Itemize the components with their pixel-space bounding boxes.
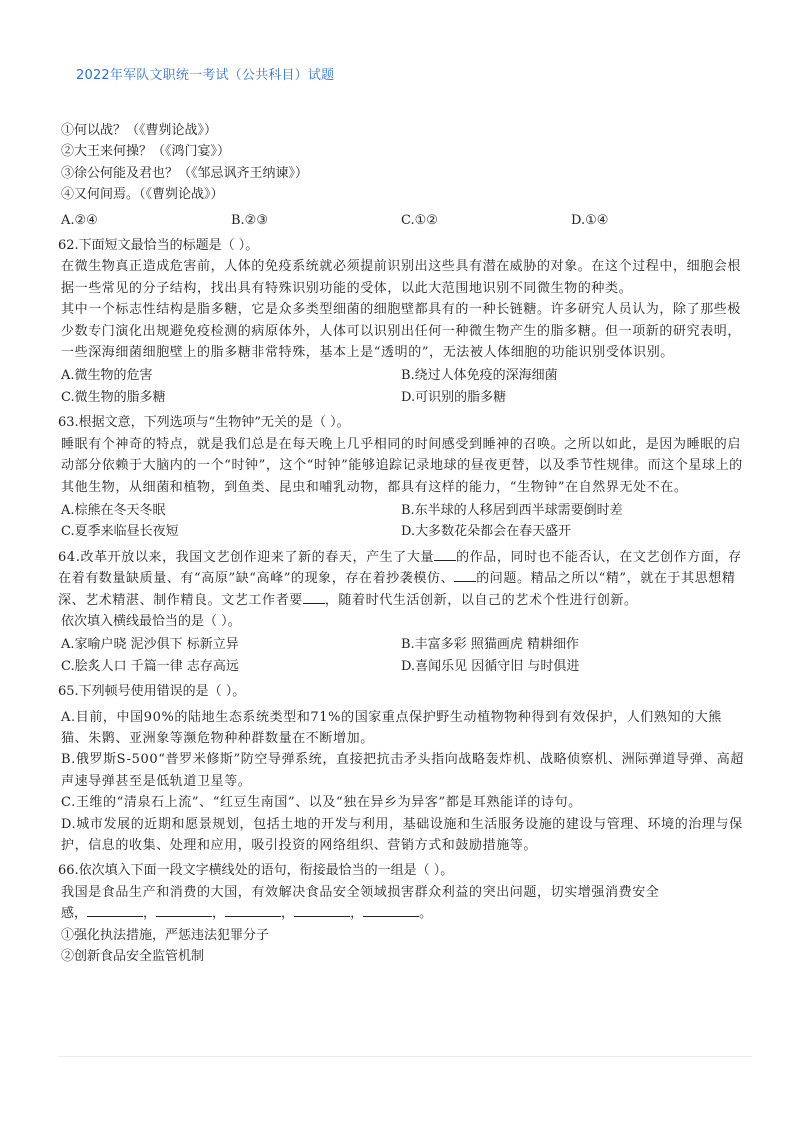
stem-part-4: ，随着时代生活创新，以自己的艺术个性进行创新。	[324, 592, 638, 608]
passage-paragraph-1: 我国是食品生产和消费的大国，有效解决食品安全领域损害群众利益的突出问题，切实增强消费安全	[61, 884, 660, 900]
option-d[interactable]: D.①④	[571, 212, 609, 228]
fill-blank-1	[87, 904, 143, 917]
options-grid	[58, 634, 748, 677]
choice-item-3: ③徐公何能及君也？（《邹忌讽齐王纳谏》）	[61, 165, 309, 181]
stem-part-3: 的问题。精品之所以“精”，就在于其思想精深、艺术精湛、制作精良。文艺工作者要	[58, 571, 736, 608]
option-b[interactable]: B.绕过人体免疫的深海细菌	[401, 368, 558, 384]
fill-line-start: 感，	[61, 906, 88, 922]
exam-content	[58, 120, 748, 967]
choice-item-2: ②创新食品安全监管机制	[61, 949, 205, 965]
option-a[interactable]: A.目前，中国90%的陆地生态系统类型和71%的国家重点保护野生动植物物种得到有效保护，人们熟知的大熊猫、朱鹮、亚洲象等濒危物种种群数量在不断增加。	[61, 709, 722, 746]
option-c[interactable]: C.夏季来临昼长夜短	[61, 524, 179, 540]
question-ask: 依次填入横线最恰当的是（ ）。	[61, 613, 241, 629]
option-a[interactable]: A.②④	[61, 212, 98, 228]
question-stem: 65.下列顿号使用错误的是（ ）。	[58, 684, 246, 700]
passage-paragraph-1: 睡眠有个神奇的特点，就是我们总是在每天晚上几乎相同的时间感受到睡神的召唤。之所以如此，是因为睡眠的启动部分依赖于大脑内的一个“时钟”，这个“时钟”能够追踪记录地球的昼夜更替，以及季节性规律。而这个星球上的其他生物，从细菌和植物，到鱼类、昆虫和哺乳动物，都具有这样的能力，“生物钟”在自然界无处不在。	[61, 436, 743, 495]
option-c[interactable]: C.微生物的脂多糖	[61, 389, 166, 405]
fill-blank-3	[303, 591, 325, 604]
choice-item-1: ①何以战？（《曹刿论战》）	[61, 123, 218, 138]
separator-2: ，	[212, 906, 226, 922]
choice-item-2: ②大王来何操？（《鸿门宴》）	[61, 144, 231, 160]
choice-item-4: ④又何间焉。（《曹刿论战》）	[61, 187, 224, 203]
fill-line	[58, 903, 748, 924]
option-c[interactable]: C.王维的“清泉石上流”、“红豆生南国”、以及“独在异乡为异客”都是耳熟能详的诗句。	[61, 795, 582, 811]
passage-paragraph-1: 在微生物真正造成危害前，人体的免疫系统就必须提前识别出这些具有潜在威胁的对象。在这个过程中，细胞会根据一些常见的分子结构，找出具有特殊识别功能的受体，以此大范围地识别不同微生物的种类。	[61, 259, 742, 296]
fill-blank-5	[363, 904, 419, 917]
option-a[interactable]: A.棕熊在冬天冬眠	[61, 502, 166, 518]
fill-blank-4	[294, 904, 350, 917]
options-row	[58, 210, 748, 231]
question-stem: 63.根据文意，下列选项与“生物钟”无关的是（ ）。	[58, 415, 350, 431]
option-c[interactable]: C.①②	[401, 212, 438, 228]
fill-blank-3	[225, 904, 281, 917]
question-62	[58, 235, 748, 408]
stem-part-1: 64.改革开放以来，我国文艺创作迎来了新的春天，产生了大量	[58, 549, 435, 565]
separator-1: ，	[143, 906, 157, 922]
question-64	[58, 547, 748, 677]
option-b[interactable]: B.东半球的人移居到西半球需要倒时差	[401, 502, 623, 518]
question-stem: 62.下面短文最恰当的标题是（ ）。	[58, 238, 259, 254]
page-header-title: 2022年军队文职统一考试（公共科目）试题	[76, 68, 335, 83]
fill-blank-1	[434, 548, 456, 561]
option-d[interactable]: D.喜闻乐见 因循守旧 与时俱进	[401, 658, 580, 674]
question-66	[58, 860, 748, 967]
question-65	[58, 681, 748, 856]
fill-blank-2	[454, 569, 476, 582]
choice-item-1: ①强化执法措施，严惩违法犯罪分子	[61, 927, 270, 943]
options-grid	[58, 365, 748, 408]
stem-part-2: 的作品，同时也不能否认，在文艺创作方面，存在着有数量缺质量、有“高原”缺“高峰”的现象，存在着抄袭模仿、	[58, 549, 742, 587]
page-bottom-divider	[58, 1056, 752, 1057]
option-c[interactable]: C.脍炙人口 千篇一律 志存高远	[61, 658, 239, 674]
question-61-continued	[58, 120, 748, 231]
options-grid	[58, 500, 748, 543]
option-d[interactable]: D.城市发展的近期和愿景规划，包括土地的开发与利用，基础设施和生活服务设施的建设与管理、环境的治理与保护，信息的收集、处理和应用，吸引投资的网络组织、营销方式和鼓励措施等。	[61, 816, 743, 853]
fill-line-end: 。	[419, 906, 433, 922]
passage-paragraph-2: 其中一个标志性结构是脂多糖，它是众多类型细菌的细胞壁都具有的一种长链糖。许多研究人员认为，除了那些极少数专门演化出规避免疫检测的病原体外，人体可以识别出任何一种微生物产生的脂多糖。但一项新的研究表明，一些深海细菌细胞壁上的脂多糖非常特殊，基本上是“透明的”，无法被人体细胞的功能识别受体识别。	[61, 302, 742, 361]
question-stem: 66.依次填入下面一段文字横线处的语句，衔接最恰当的一组是（ ）。	[58, 863, 454, 879]
option-d[interactable]: D.可识别的脂多糖	[401, 389, 507, 405]
option-d[interactable]: D.大多数花朵都会在春天盛开	[401, 524, 572, 540]
option-b[interactable]: B.丰富多彩 照猫画虎 精耕细作	[401, 637, 579, 653]
separator-3: ，	[281, 906, 295, 922]
separator-4: ，	[350, 906, 364, 922]
option-b[interactable]: B.②③	[231, 212, 268, 228]
fill-blank-2	[156, 904, 212, 917]
question-63	[58, 412, 748, 542]
option-a[interactable]: A.微生物的危害	[61, 368, 153, 384]
option-a[interactable]: A.家喻户晓 泥沙俱下 标新立异	[61, 637, 239, 653]
question-stem	[58, 547, 748, 611]
option-b[interactable]: B.俄罗斯S-500“普罗米修斯”防空导弹系统，直接把抗击矛头指向战略轰炸机、战略侦察机、洲际弹道导弹、高超声速导弹甚至是低轨道卫星等。	[61, 752, 744, 789]
